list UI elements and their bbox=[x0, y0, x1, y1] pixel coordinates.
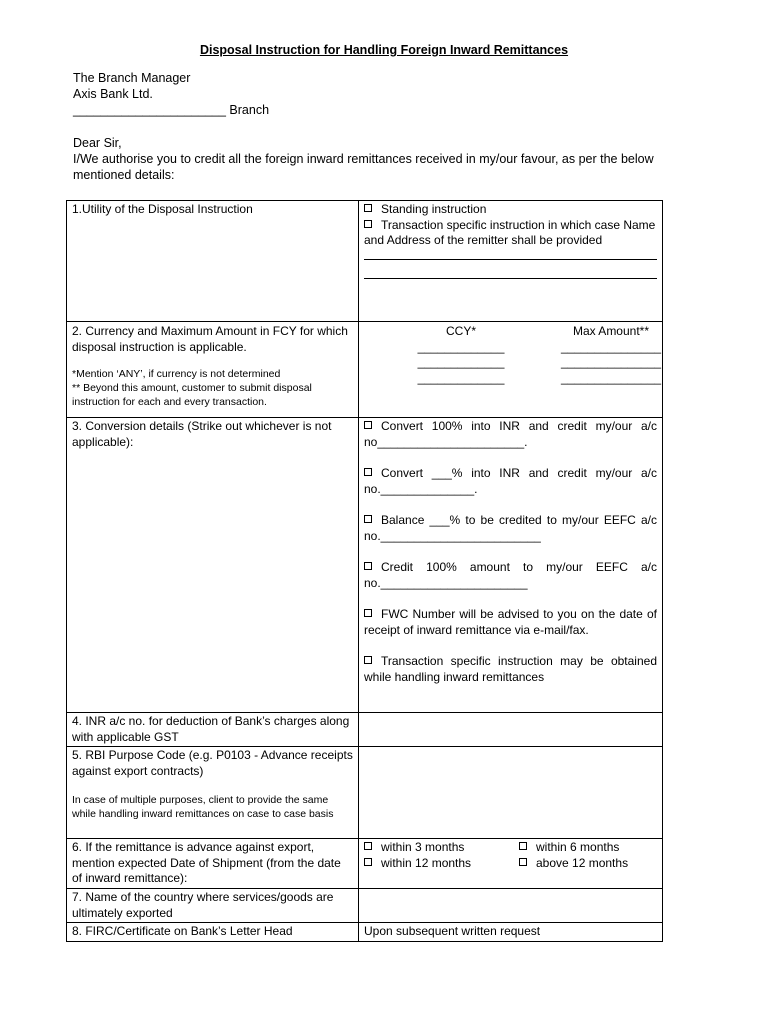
row6-label: 6. If the remittance is advance against export, mention expected Date of Shipment (from the date of inward remittance): bbox=[67, 839, 359, 889]
checkbox-icon[interactable] bbox=[364, 842, 372, 850]
instruction-table bbox=[66, 200, 663, 942]
salutation: Dear Sir, bbox=[73, 136, 122, 150]
shipment-options-grid bbox=[364, 840, 657, 871]
table-row bbox=[67, 201, 663, 322]
conversion-option-1[interactable] bbox=[364, 419, 657, 450]
amount-blank-3[interactable]: _______________ bbox=[560, 370, 662, 385]
checkbox-icon[interactable] bbox=[364, 220, 372, 228]
option-label: Credit 100% amount to my/our EEFC a/c no.______________________ bbox=[364, 560, 657, 590]
table-row bbox=[67, 889, 663, 923]
checkbox-icon[interactable] bbox=[364, 609, 372, 617]
row3-options bbox=[359, 418, 663, 713]
remitter-line-1[interactable] bbox=[364, 259, 657, 260]
row5-label-cell bbox=[67, 747, 359, 839]
table-row bbox=[67, 923, 663, 942]
option-label: Convert 100% into INR and credit my/our a/c no______________________. bbox=[364, 419, 657, 449]
ccy-blank-3[interactable]: _____________ bbox=[417, 370, 505, 385]
option-label: within 12 months bbox=[381, 855, 472, 870]
row8-value: Upon subsequent written request bbox=[359, 923, 663, 942]
address-line-3: ______________________ Branch bbox=[73, 103, 270, 117]
row7-value-field[interactable] bbox=[359, 889, 663, 923]
option-label: FWC Number will be advised to you on the date of receipt of inward remittance via e-mail/fax. bbox=[364, 607, 657, 637]
option-label: within 3 months bbox=[381, 840, 465, 854]
conversion-option-6[interactable] bbox=[364, 654, 657, 685]
checkbox-icon[interactable] bbox=[364, 421, 372, 429]
shipment-option-3m[interactable] bbox=[364, 840, 519, 856]
ccy-amount-grid bbox=[396, 324, 662, 386]
ccy-blank-2[interactable]: _____________ bbox=[417, 355, 505, 369]
salutation-block bbox=[73, 135, 656, 183]
shipment-option-above-12m[interactable] bbox=[519, 856, 659, 872]
option-label: Balance ___% to be credited to my/our EEFC a/c no.________________________ bbox=[364, 513, 657, 543]
checkbox-icon[interactable] bbox=[364, 515, 372, 523]
option-label: Standing instruction bbox=[381, 202, 487, 216]
table-row bbox=[67, 322, 663, 418]
row1-option-specific[interactable] bbox=[364, 218, 657, 249]
checkbox-icon[interactable] bbox=[364, 468, 372, 476]
row4-value-field[interactable] bbox=[359, 713, 663, 747]
row3-label: 3. Conversion details (Strike out whichever is not applicable): bbox=[67, 418, 359, 713]
row5-value-field[interactable] bbox=[359, 747, 663, 839]
row1-label: 1.Utility of the Disposal Instruction bbox=[67, 201, 359, 322]
table-row bbox=[67, 839, 663, 889]
option-label: Transaction specific instruction in which case Name and Address of the remitter shall be provided bbox=[364, 217, 656, 247]
shipment-option-6m[interactable] bbox=[519, 840, 659, 856]
row2-label-cell bbox=[67, 322, 359, 418]
option-label: Transaction specific instruction may be obtained while handling inward remittances bbox=[364, 654, 657, 684]
address-block bbox=[73, 70, 269, 118]
address-line-1: The Branch Manager bbox=[73, 71, 191, 85]
row1-options bbox=[359, 201, 663, 322]
checkbox-icon[interactable] bbox=[364, 204, 372, 212]
amount-blank-2[interactable]: _______________ bbox=[560, 355, 662, 369]
conversion-option-5[interactable] bbox=[364, 607, 657, 638]
row5-label: 5. RBI Purpose Code (e.g. P0103 - Advance receipts against export contracts) bbox=[72, 748, 353, 778]
amount-blank-1[interactable]: _______________ bbox=[560, 339, 662, 354]
address-line-2: Axis Bank Ltd. bbox=[73, 87, 153, 101]
document-title: Disposal Instruction for Handling Foreign Inward Remittances bbox=[199, 43, 569, 57]
table-row bbox=[67, 713, 663, 747]
option-label: within 6 months bbox=[536, 840, 620, 854]
row2-ccy-cell bbox=[359, 322, 663, 418]
row2-note-1: *Mention ‘ANY’, if currency is not determined bbox=[72, 368, 281, 380]
shipment-option-12m[interactable] bbox=[364, 856, 519, 872]
remitter-line-2[interactable] bbox=[364, 278, 657, 279]
option-label: above 12 months bbox=[536, 855, 629, 870]
checkbox-icon[interactable] bbox=[519, 858, 527, 866]
row2-note-2: ** Beyond this amount, customer to submit disposal instruction for each and every transaction. bbox=[72, 382, 312, 408]
option-label: Convert ___% into INR and credit my/our a/c no.______________. bbox=[364, 466, 657, 496]
checkbox-icon[interactable] bbox=[519, 842, 527, 850]
conversion-option-3[interactable] bbox=[364, 513, 657, 544]
row6-options bbox=[359, 839, 663, 889]
table-row bbox=[67, 747, 663, 839]
checkbox-icon[interactable] bbox=[364, 858, 372, 866]
max-amount-header: Max Amount** bbox=[572, 324, 650, 338]
checkbox-icon[interactable] bbox=[364, 656, 372, 664]
ccy-header: CCY* bbox=[445, 324, 476, 338]
row7-label: 7. Name of the country where services/goods are ultimately exported bbox=[67, 889, 359, 923]
row2-label: 2. Currency and Maximum Amount in FCY for which disposal instruction is applicable. bbox=[72, 324, 348, 354]
row4-label: 4. INR a/c no. for deduction of Bank’s charges along with applicable GST bbox=[67, 713, 359, 747]
conversion-option-2[interactable] bbox=[364, 466, 657, 497]
conversion-option-4[interactable] bbox=[364, 560, 657, 591]
row1-option-standing[interactable] bbox=[364, 202, 657, 218]
row5-note: In case of multiple purposes, client to provide the same while handling inward remittances on case to case basis bbox=[72, 794, 334, 820]
table-row bbox=[67, 418, 663, 713]
ccy-blank-1[interactable]: _____________ bbox=[417, 339, 505, 354]
intro-text: I/We authorise you to credit all the foreign inward remittances received in my/our favour, as per the below mentioned details: bbox=[73, 152, 654, 182]
row8-label: 8. FIRC/Certificate on Bank’s Letter Head bbox=[67, 923, 359, 942]
checkbox-icon[interactable] bbox=[364, 562, 372, 570]
